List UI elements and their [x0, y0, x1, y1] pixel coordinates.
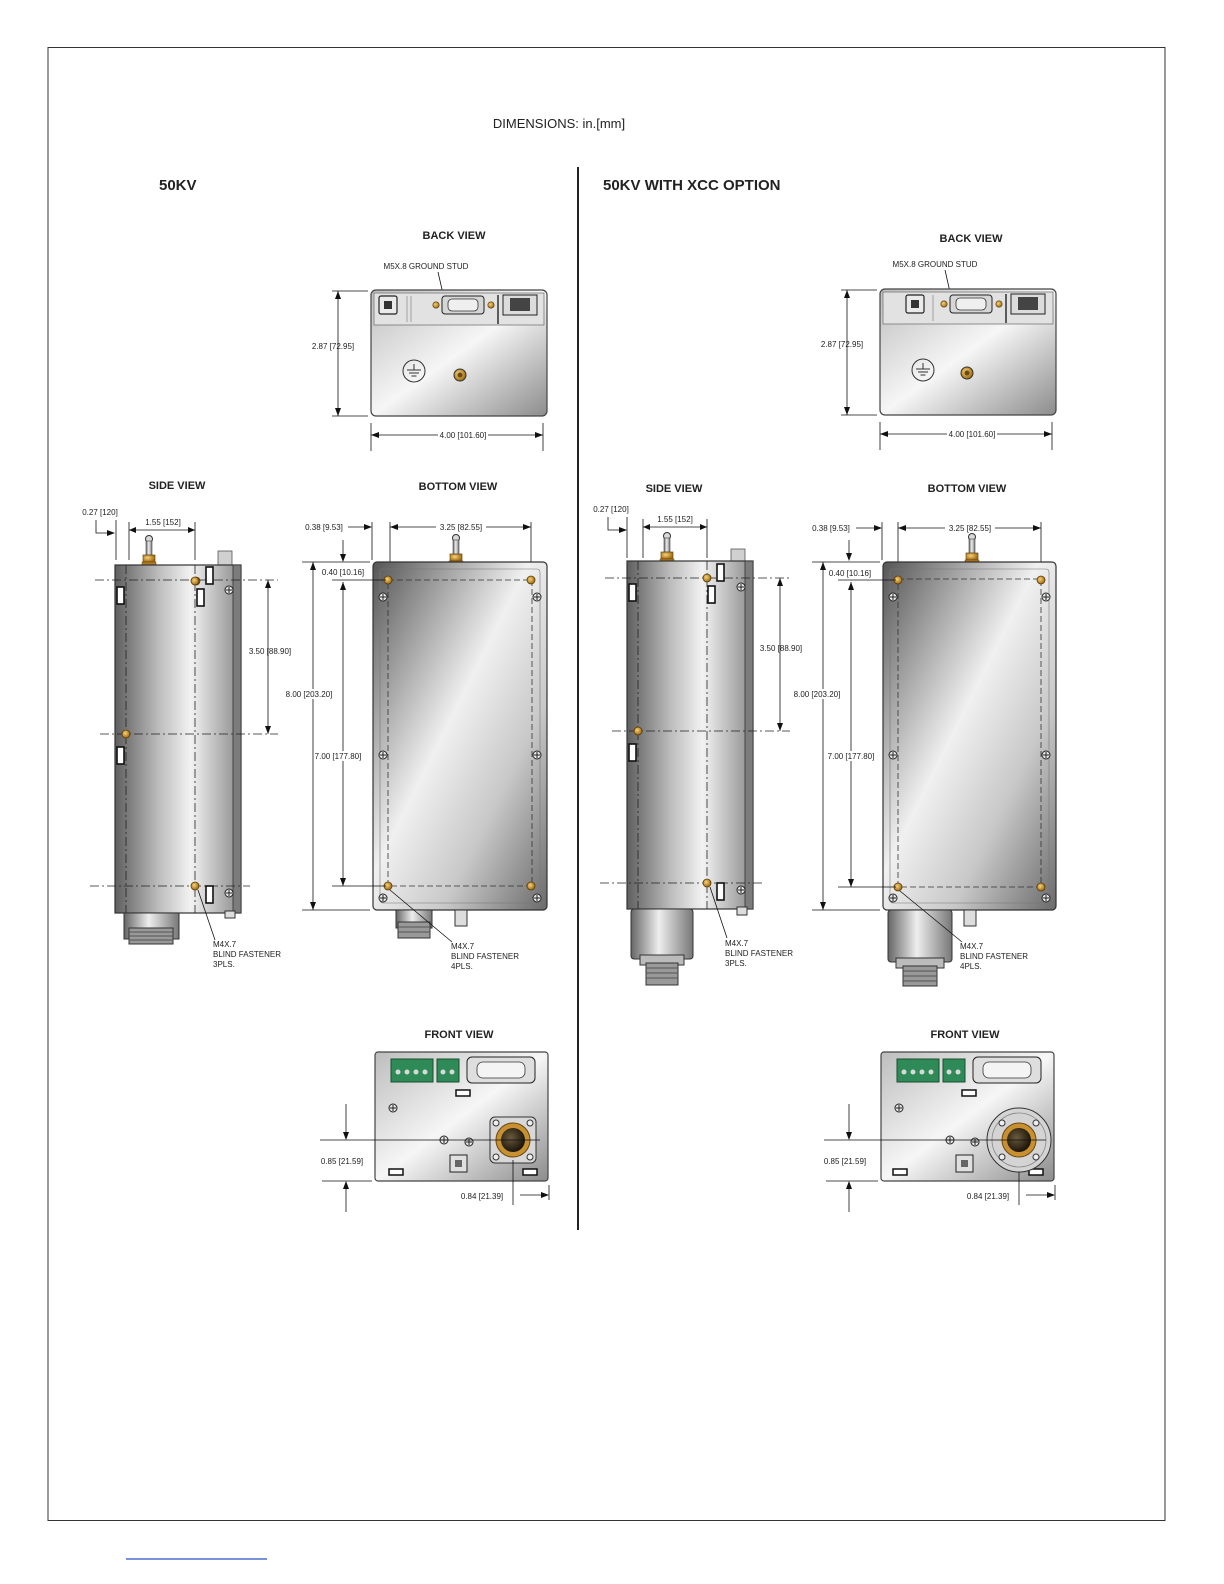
rj45-port-icon	[1011, 294, 1045, 314]
side-stud-dim: 1.55 [152]	[145, 518, 181, 527]
bottom-view-label: BOTTOM VIEW	[418, 481, 498, 493]
db15-port-icon	[467, 1057, 535, 1083]
right-panel-heading: 50KV WITH XCC OPTION	[603, 177, 781, 194]
page-title: DIMENSIONS: in.[mm]	[492, 116, 626, 131]
back-height-dim: 2.87 [72.95]	[820, 340, 864, 349]
db15-port-icon	[973, 1057, 1041, 1083]
left-front-view	[320, 1029, 549, 1212]
left-panel	[82, 177, 549, 1212]
db9-port-icon	[950, 295, 992, 313]
back-view-label: BACK VIEW	[422, 230, 486, 242]
ground-stud-icon	[454, 369, 466, 381]
left-side-view	[82, 480, 291, 969]
terminal-block-icon	[897, 1059, 965, 1082]
bottom-top-dim: 0.40 [10.16]	[828, 569, 872, 578]
bottom-width-dim: 3.25 [82.55]	[948, 524, 992, 533]
back-width-dim: 4.00 [101.60]	[439, 431, 487, 440]
front-width-dim: 0.84 [21.39]	[460, 1192, 504, 1201]
side-fastener-note: M4X.7 BLIND FASTENER 3PLS.	[213, 940, 282, 969]
right-back-view	[821, 233, 1056, 450]
terminal-block-icon	[391, 1059, 459, 1082]
side-view-label: SIDE VIEW	[645, 483, 703, 495]
side-spacing-dim: 3.50 [88.90]	[248, 647, 292, 656]
side-fastener-note: M4X.7 BLIND FASTENER 3PLS.	[725, 939, 794, 968]
usb-port-icon	[379, 296, 397, 314]
usb-port-icon	[906, 295, 924, 313]
ground-stud-icon	[961, 367, 973, 379]
bottom-total-dim: 8.00 [203.20]	[285, 690, 333, 699]
right-side-view	[593, 483, 802, 985]
left-panel-heading: 50KV	[159, 177, 197, 194]
right-front-view	[824, 1029, 1055, 1212]
bottom-top-dim: 0.40 [10.16]	[321, 568, 365, 577]
bottom-left-dim: 0.38 [9.53]	[812, 524, 850, 533]
side-offset-dim: 0.27 [120]	[82, 508, 118, 517]
ground-stud-note: M5X.8 GROUND STUD	[383, 262, 469, 271]
front-view-label: FRONT VIEW	[930, 1029, 1000, 1041]
right-bottom-view	[793, 483, 1056, 986]
right-panel	[593, 177, 1056, 1212]
back-height-dim: 2.87 [72.95]	[311, 342, 355, 351]
side-offset-dim: 0.27 [120]	[593, 505, 629, 514]
front-height-dim: 0.85 [21.59]	[320, 1157, 364, 1166]
back-view-label: BACK VIEW	[939, 233, 1003, 245]
bottom-fastener-note: M4X.7 BLIND FASTENER 4PLS.	[960, 942, 1029, 971]
bottom-width-dim: 3.25 [82.55]	[439, 523, 483, 532]
side-spacing-dim: 3.50 [88.90]	[759, 644, 803, 653]
left-back-view	[312, 230, 547, 451]
side-view-label: SIDE VIEW	[148, 480, 206, 492]
side-stud-dim: 1.55 [152]	[657, 515, 693, 524]
front-view-label: FRONT VIEW	[424, 1029, 494, 1041]
bottom-total-dim: 8.00 [203.20]	[793, 690, 841, 699]
front-width-dim: 0.84 [21.39]	[966, 1192, 1010, 1201]
ground-stud-note: M5X.8 GROUND STUD	[892, 260, 978, 269]
bottom-inner-dim: 7.00 [177.80]	[314, 752, 362, 761]
bottom-fastener-note: M4X.7 BLIND FASTENER 4PLS.	[451, 942, 520, 971]
left-bottom-view	[285, 481, 547, 971]
back-width-dim: 4.00 [101.60]	[948, 430, 996, 439]
db9-port-icon	[442, 296, 484, 314]
rj45-port-icon	[503, 295, 537, 315]
bottom-left-dim: 0.38 [9.53]	[305, 523, 343, 532]
front-height-dim: 0.85 [21.59]	[823, 1157, 867, 1166]
bottom-view-label: BOTTOM VIEW	[927, 483, 1007, 495]
bottom-inner-dim: 7.00 [177.80]	[827, 752, 875, 761]
